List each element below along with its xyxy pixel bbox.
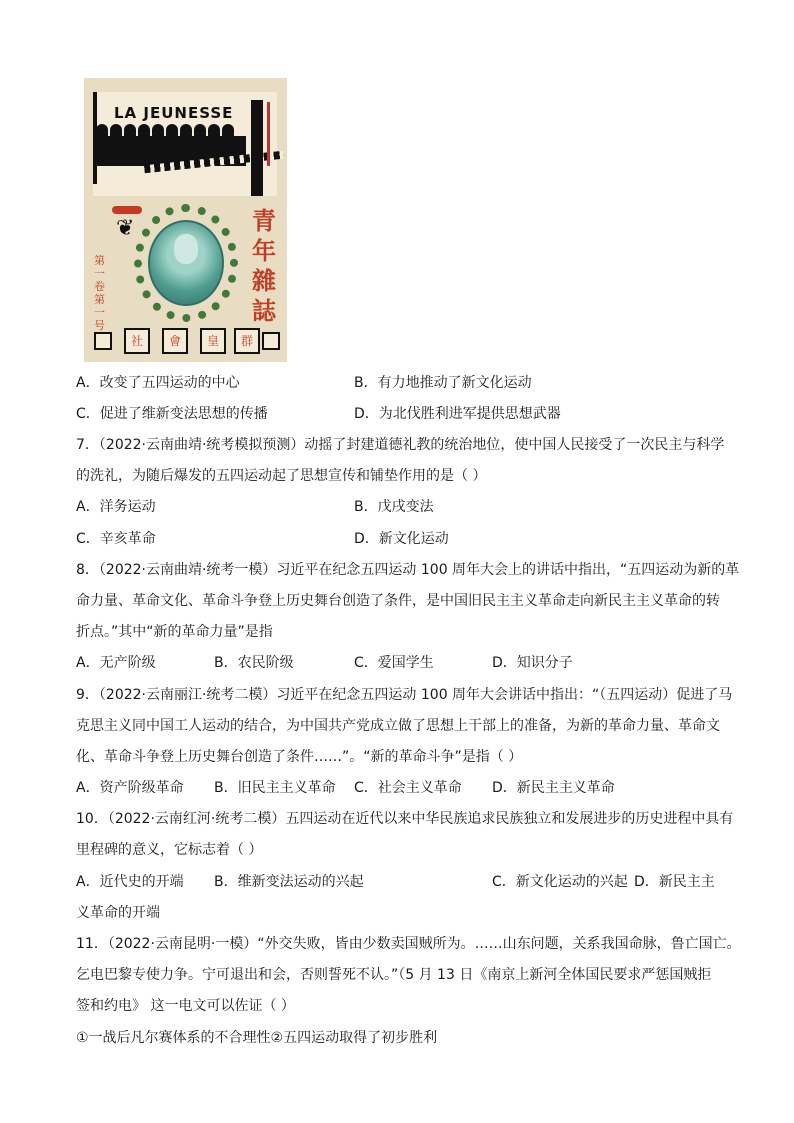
cover-seal: 社 xyxy=(124,328,150,354)
q9-option-c: C．社会主义革命 xyxy=(354,780,462,796)
q10-option-d: D．新民主主 xyxy=(634,874,715,890)
q9-option-d: D．新民主主义革命 xyxy=(492,780,615,796)
q10-option-d-continued: 义革命的开端 xyxy=(76,905,160,921)
q11-stem: 11．（2022·云南昆明·一模）“外交失败，皆由少数卖国贼所为。……山东问题，关系我国命脉，鲁亡国亡。 xyxy=(76,936,741,952)
q9-stem: 克思主义同中国工人运动的结合，为中国共产党成立做了思想上干部上的准备，为新的革命力量、革命文 xyxy=(76,718,720,734)
cover-masthead: LA JEUNESSE xyxy=(114,104,234,122)
cover-seal-row xyxy=(92,326,280,356)
cover-vertical-stripe xyxy=(251,100,263,196)
q6-option-b: B．有力地推动了新文化运动 xyxy=(354,375,532,391)
q9-option-a: A．资产阶级革命 xyxy=(76,780,184,796)
cover-seal-corner xyxy=(94,332,112,350)
cover-seal: 會 xyxy=(162,328,188,354)
q7-option-c: C．辛亥革命 xyxy=(76,531,156,547)
q11-stem: 乞电巴黎专使力争。宁可退出和会，否则誓死不认。”（5 月 13 日《南京上新河全体国民要求严惩国贼拒 xyxy=(76,967,712,983)
q6-option-c: C．促进了维新变法思想的传播 xyxy=(76,406,268,422)
q7-stem: 7．（2022·云南曲靖·统考模拟预测）动摇了封建道德礼教的统治地位，使中国人民接受了一次民主与科学 xyxy=(76,437,725,453)
q9-stem: 9．（2022·云南丽江·统考二模）习近平在纪念五四运动 100 周年大会讲话中指出：“（五四运动）促进了马 xyxy=(76,687,733,703)
q10-option-a: A．近代史的开端 xyxy=(76,874,184,890)
cover-badge xyxy=(112,206,142,214)
q6-option-d: D．为北伐胜利进军提供思想武器 xyxy=(354,406,561,422)
q8-stem: 8．（2022·云南曲靖·统考一模）习近平在纪念五四运动 100 周年大会上的讲话中指出，“五四运动为新的革 xyxy=(76,562,740,578)
cover-seal-corner xyxy=(262,332,280,350)
q8-stem: 命力量、革命文化、革命斗争登上历史舞台创造了条件，是中国旧民主主义革命走向新民主主义革命的转 xyxy=(76,593,720,609)
q8-option-b: B．农民阶级 xyxy=(214,655,294,671)
q7-option-b: B．戊戌变法 xyxy=(354,499,434,515)
q6-option-a: A．改变了五四运动的中心 xyxy=(76,375,240,391)
magazine-cover-image xyxy=(84,78,287,362)
cover-red-stripe xyxy=(267,102,270,166)
q7-option-a: A．洋务运动 xyxy=(76,499,156,515)
q11-stem: 签和约电》 这一电文可以佐证（ ） xyxy=(76,998,295,1014)
q9-option-b: B．旧民主主义革命 xyxy=(214,780,336,796)
q7-stem: 的洗礼，为随后爆发的五四运动起了思想宣传和铺垫作用的是（ ） xyxy=(76,468,487,484)
cover-chinese-title: 青年雜誌 xyxy=(252,206,276,325)
cover-portrait-face xyxy=(174,234,198,264)
q10-option-b: B．维新变法运动的兴起 xyxy=(214,874,364,890)
q7-option-d: D．新文化运动 xyxy=(354,531,449,547)
q8-option-a: A．无产阶级 xyxy=(76,655,156,671)
q10-stem: 10．（2022·云南红河·统考二模）五四运动在近代以来中华民族追求民族独立和发展进步的历史进程中具有 xyxy=(76,811,734,827)
cover-volume-label: 第一卷 第一号 xyxy=(94,254,105,332)
cover-seal: 群 xyxy=(234,328,260,354)
cover-emblem-icon: ❦ xyxy=(116,216,135,241)
cover-seal: 皇 xyxy=(200,328,226,354)
q9-stem: 化、革命斗争登上历史舞台创造了条件……”。“新的革命斗争”是指（ ） xyxy=(76,749,523,765)
q11-statements: ①一战后凡尔赛体系的不合理性②五四运动取得了初步胜利 xyxy=(76,1030,438,1046)
q8-stem: 折点。”其中“新的革命力量”是指 xyxy=(76,624,273,640)
q8-option-c: C．爱国学生 xyxy=(354,655,434,671)
q8-option-d: D．知识分子 xyxy=(492,655,573,671)
q10-option-c: C．新文化运动的兴起 xyxy=(492,874,628,890)
q10-stem: 里程碑的意义，它标志着（ ） xyxy=(76,842,263,858)
